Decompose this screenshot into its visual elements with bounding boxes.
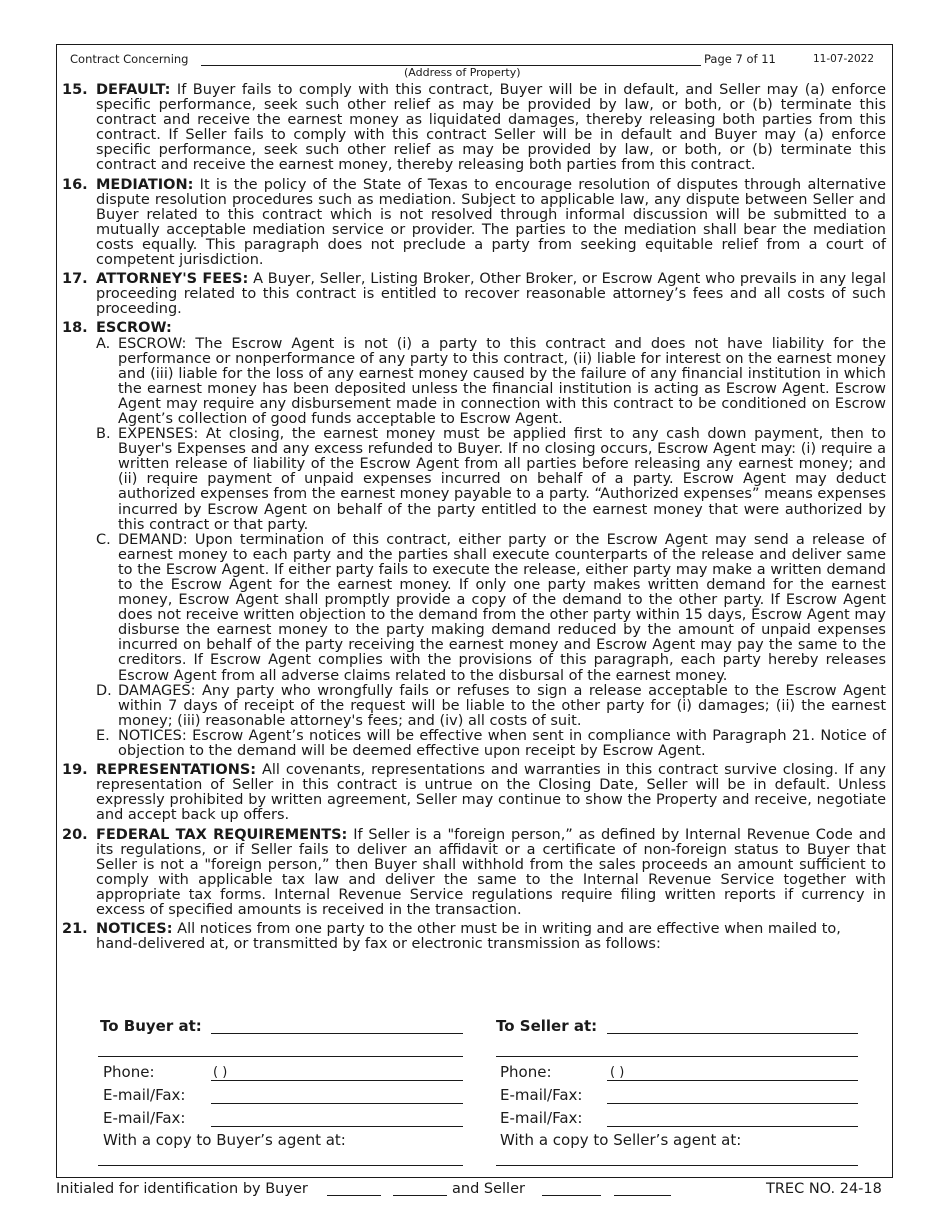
paragraph-title: NOTICES: xyxy=(96,921,173,938)
escrow-subsection-a xyxy=(96,337,886,428)
buyer-email-fax-label-2: E-mail/Fax: xyxy=(103,1109,186,1127)
paragraph-number: 16. xyxy=(62,176,88,193)
paragraph-title: DEFAULT: xyxy=(96,82,171,98)
buyer-email-fax-label-1: E-mail/Fax: xyxy=(103,1086,186,1104)
subsection-label: C. xyxy=(96,531,111,548)
paragraph-17-attorneys-fees xyxy=(62,272,886,317)
trec-form-number: TREC NO. 24-18 xyxy=(766,1181,882,1197)
address-of-property-caption: (Address of Property) xyxy=(404,66,521,79)
paragraph-text: If Seller is a "foreign person,” as defined by Internal Revenue Code and its regulations, or if Seller fails to deliver an affidavit or a certificate of non-foreign status to Buyer that Seller is not a "foreign person,” then Buyer shall withhold from the sales proceeds an amount sufficient to comply with applicable tax law and deliver the same to the Internal Revenue Service together with appropriate tax forms. Internal Revenue Service regulations require filing written reports if currency in excess of specified amounts is received in the transaction. xyxy=(96,826,886,918)
subsection-text: EXPENSES: At closing, the earnest money must be applied first to any cash down payment, then to Buyer's Expenses and any excess refunded to Buyer. If no closing occurs, Escrow Agent may: (i) require a written release of liability of the Escrow Agent from all parties before releasing any earnest money; and (ii) require payment of unpaid expenses incurred on behalf of a party. Escrow Agent may deduct authorized expenses from the earnest money payable to a party. “Authorized expenses” means expenses incurred by Escrow Agent on behalf of the party entitled to the earnest money that were authorized by this contract or that party. xyxy=(118,426,886,533)
seller-agent-copy-label: With a copy to Seller’s agent at: xyxy=(500,1131,742,1149)
buyer-email-fax-field-2[interactable] xyxy=(211,1126,463,1127)
paragraph-15-default xyxy=(62,83,886,174)
escrow-subsection-e xyxy=(96,729,886,759)
seller-address-line-2[interactable] xyxy=(496,1056,858,1057)
paragraph-19-representations xyxy=(62,763,886,823)
subsection-label: E. xyxy=(96,727,110,744)
paragraph-number: 17. xyxy=(62,271,88,288)
page-number: Page 7 of 11 xyxy=(704,52,776,66)
subsection-label: A. xyxy=(96,335,111,352)
paragraph-number: 19. xyxy=(62,762,88,779)
seller-email-fax-label-2: E-mail/Fax: xyxy=(500,1109,583,1127)
escrow-subsection-d xyxy=(96,684,886,729)
to-seller-label: To Seller at: xyxy=(496,1017,598,1035)
to-buyer-label: To Buyer at: xyxy=(100,1017,202,1035)
seller-initial-1[interactable] xyxy=(542,1195,601,1196)
paragraph-title: ATTORNEY'S FEES: xyxy=(96,271,249,288)
buyer-email-fax-field-1[interactable] xyxy=(211,1103,463,1104)
subsection-label: D. xyxy=(96,682,112,699)
buyer-address-line-2[interactable] xyxy=(98,1056,463,1057)
subsection-text: DEMAND: Upon termination of this contract, either party or the Escrow Agent may send a release of earnest money to each party and the parties shall execute counterparts of the release and deliver same to the Escrow Agent. If either party fails to execute the release, either party may make a written demand to the Escrow Agent for the earnest money. If only one party makes written demand for the earnest money, Escrow Agent shall promptly provide a copy of the demand to the other party. If Escrow Agent does not receive written objection to the demand from the other party within 15 days, Escrow Agent may disburse the earnest money to the party making demand reduced by the amount of unpaid expenses incurred on behalf of the party receiving the earnest money and Escrow Agent may pay the same to the creditors. If Escrow Agent complies with the provisions of this paragraph, each party hereby releases Escrow Agent from all adverse claims related to the disbursal of the earnest money. xyxy=(118,531,886,684)
paragraph-title: MEDIATION: xyxy=(96,176,194,193)
buyer-initial-1[interactable] xyxy=(327,1195,381,1196)
subsection-label: B. xyxy=(96,426,111,443)
paragraph-number: 21. xyxy=(62,921,88,938)
buyer-phone-label: Phone: xyxy=(103,1063,155,1081)
paragraph-title: FEDERAL TAX REQUIREMENTS: xyxy=(96,826,348,843)
paragraph-number: 15. xyxy=(62,82,88,98)
paragraph-text: All covenants, representations and warranties in this contract survive closing. If any representation of Seller in this contract is untrue on the Closing Date, Seller will be in default. Unless expressly prohibited by written agreement, Seller may continue to show the Property and receive, negotiate and accept back up offers. xyxy=(96,762,886,824)
seller-phone-field[interactable] xyxy=(607,1080,858,1081)
buyer-phone-field[interactable] xyxy=(211,1080,463,1081)
paragraph-text: All notices from one party to the other must be in writing and are effective when mailed to, hand-delivered at, or transmitted by fax or electronic transmission as follows: xyxy=(96,921,841,953)
seller-phone-area-code: ( ) xyxy=(610,1065,625,1080)
buyer-phone-area-code: ( ) xyxy=(213,1065,228,1080)
subsection-text: DAMAGES: Any party who wrongfully fails or refuses to sign a release acceptable to the Escrow Agent within 7 days of receipt of the request will be liable to the other party for (i) damages; (ii) the earnest money; (iii) reasonable attorney's fees; and (iv) all costs of suit. xyxy=(118,682,886,729)
contract-concerning-label: Contract Concerning xyxy=(70,52,189,66)
form-date: 11-07-2022 xyxy=(813,53,875,65)
subsection-text: ESCROW: The Escrow Agent is not (i) a party to this contract and does not have liability for the performance or nonperformance of any party to this contract, (ii) liable for interest on the earnest money and (iii) liable for the loss of any earnest money caused by the failure of any financial institution in which the earnest money has been deposited unless the financial institution is acting as Escrow Agent. Escrow Agent may require any disbursement made in connection with this contract to be conditioned on Escrow Agent’s collection of good funds acceptable to Escrow Agent. xyxy=(118,335,886,427)
paragraph-18-escrow xyxy=(62,321,886,759)
and-seller-label: and Seller xyxy=(452,1181,525,1197)
paragraph-text: It is the policy of the State of Texas to encourage resolution of disputes through alternative dispute resolution procedures such as mediation. Subject to applicable law, any dispute between Seller and Buyer related to this contract which is not resolved through informal discussion will be submitted to a mutually acceptable mediation service or provider. The parties to the mediation shall bear the mediation costs equally. This paragraph does not preclude a party from seeking equitable relief from a court of competent jurisdiction. xyxy=(96,176,886,269)
initialed-by-buyer-label: Initialed for identification by Buyer xyxy=(56,1181,308,1197)
paragraph-number: 20. xyxy=(62,826,88,843)
seller-phone-label: Phone: xyxy=(500,1063,552,1081)
buyer-agent-address-field[interactable] xyxy=(98,1165,463,1166)
paragraph-title: ESCROW: xyxy=(96,320,172,337)
buyer-agent-copy-label: With a copy to Buyer’s agent at: xyxy=(103,1131,346,1149)
paragraph-title: REPRESENTATIONS: xyxy=(96,762,257,779)
paragraph-21-notices xyxy=(62,922,886,952)
escrow-subsection-c xyxy=(96,533,886,684)
subsection-text: NOTICES: Escrow Agent’s notices will be effective when sent in compliance with Paragraph 21. Notice of objection to the demand will be deemed effective upon receipt by Escrow Agent. xyxy=(118,727,886,760)
seller-initial-2[interactable] xyxy=(614,1195,671,1196)
seller-email-fax-field-2[interactable] xyxy=(607,1126,858,1127)
seller-email-fax-field-1[interactable] xyxy=(607,1103,858,1104)
paragraph-number: 18. xyxy=(62,320,88,337)
paragraph-16-mediation xyxy=(62,178,886,269)
seller-address-line-1[interactable] xyxy=(607,1033,858,1034)
escrow-subsection-b xyxy=(96,427,886,533)
paragraph-text: If Buyer fails to comply with this contract, Buyer will be in default, and Seller may (a) enforce specific performance, seek such other relief as may be provided by law, or both, or (b) terminate this contract and receive the earnest money as liquidated damages, thereby releasing both parties from this contract. If Seller fails to comply with this contract Seller will be in default and Buyer may (a) enforce specific performance, seek such other relief as may be provided by law, or both, or (b) terminate this contract and receive the earnest money, thereby releasing both parties from this contract. xyxy=(96,82,886,174)
paragraph-20-federal-tax xyxy=(62,828,886,919)
buyer-initial-2[interactable] xyxy=(393,1195,447,1196)
page-footer xyxy=(56,1181,896,1201)
buyer-address-line-1[interactable] xyxy=(211,1033,463,1034)
contract-body xyxy=(62,83,886,956)
paragraph-text: A Buyer, Seller, Listing Broker, Other Broker, or Escrow Agent who prevails in any legal proceeding related to this contract is entitled to recover reasonable attorney’s fees and all costs of such proceeding. xyxy=(96,271,886,318)
seller-email-fax-label-1: E-mail/Fax: xyxy=(500,1086,583,1104)
seller-agent-address-field[interactable] xyxy=(496,1165,858,1166)
